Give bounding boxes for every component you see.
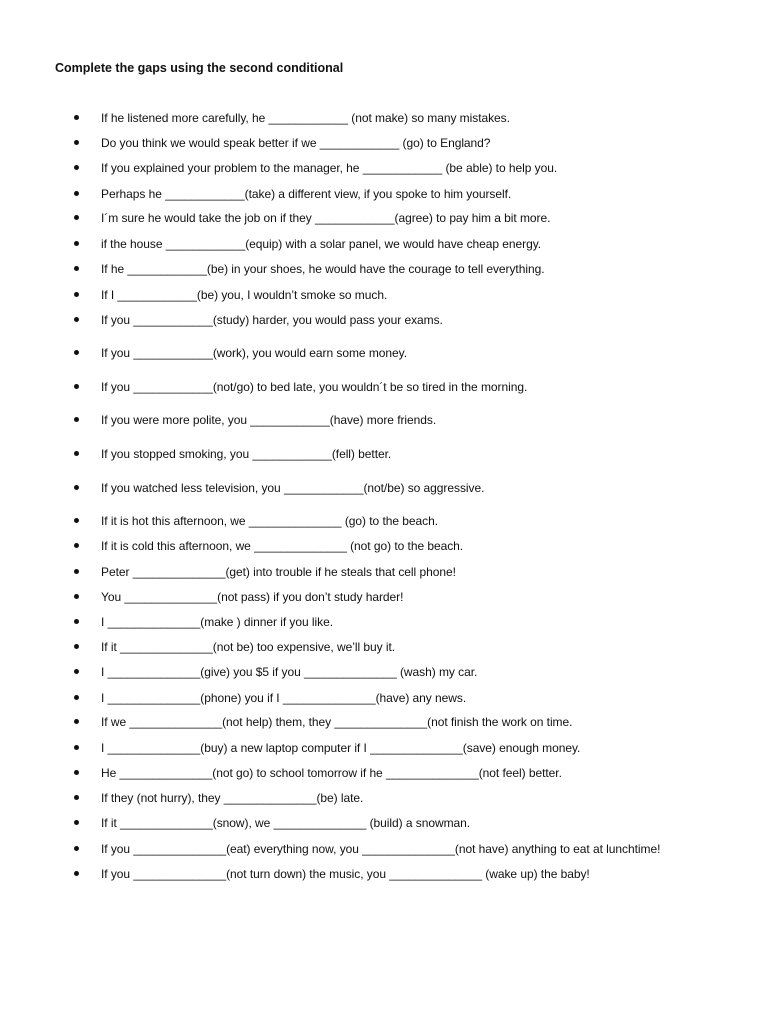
exercise-item — [0, 740, 768, 756]
bullet-icon — [74, 820, 79, 825]
worksheet-title: Complete the gaps using the second conditional — [55, 61, 344, 75]
bullet-icon — [74, 569, 79, 574]
exercise-item — [0, 261, 768, 277]
bullet-icon — [74, 165, 79, 170]
exercise-text: Do you think we would speak better if we ____________ (go) to England? — [101, 136, 491, 150]
bullet-icon — [74, 619, 79, 624]
exercise-text: If you were more polite, you ____________(have) more friends. — [101, 413, 437, 427]
exercise-item — [0, 186, 768, 202]
exercise-text: I ______________(buy) a new laptop computer if I ______________(save) enough money. — [101, 741, 581, 755]
exercise-item — [0, 790, 768, 806]
bullet-icon — [74, 518, 79, 523]
exercise-item — [0, 446, 768, 462]
bullet-icon — [74, 745, 79, 750]
bullet-icon — [74, 770, 79, 775]
exercise-text: I ______________(phone) you if I ______________(have) any news. — [101, 691, 467, 705]
exercise-item — [0, 765, 768, 781]
exercise-item — [0, 513, 768, 529]
exercise-item — [0, 345, 768, 361]
exercise-text: if the house ____________(equip) with a solar panel, we would have cheap energy. — [101, 237, 542, 251]
bullet-icon — [74, 451, 79, 456]
bullet-icon — [74, 140, 79, 145]
bullet-icon — [74, 417, 79, 422]
exercise-text: If you stopped smoking, you ____________(fell) better. — [101, 447, 392, 461]
exercise-text: I ______________(make ) dinner if you like. — [101, 615, 334, 629]
exercise-text: If he ____________(be) in your shoes, he would have the courage to tell everything. — [101, 262, 545, 276]
exercise-text: He ______________(not go) to school tomorrow if he ______________(not feel) better. — [101, 766, 562, 780]
exercise-item — [0, 866, 768, 882]
exercise-text: Peter ______________(get) into trouble if he steals that cell phone! — [101, 565, 456, 579]
bullet-icon — [74, 795, 79, 800]
exercise-item — [0, 412, 768, 428]
exercise-item — [0, 135, 768, 151]
exercise-text: If you ______________(not turn down) the music, you ______________ (wake up) the baby! — [101, 867, 590, 881]
bullet-icon — [74, 594, 79, 599]
exercise-text: If it ______________(not be) too expensive, we’ll buy it. — [101, 640, 396, 654]
exercise-text: You ______________(not pass) if you don’t study harder! — [101, 590, 404, 604]
exercise-item — [0, 480, 768, 496]
exercise-item — [0, 841, 768, 857]
exercise-text: If it is cold this afternoon, we ______________ (not go) to the beach. — [101, 539, 464, 553]
exercise-item — [0, 664, 768, 680]
exercise-text: If I ____________(be) you, I wouldn’t smoke so much. — [101, 288, 388, 302]
bullet-icon — [74, 350, 79, 355]
bullet-icon — [74, 215, 79, 220]
bullet-icon — [74, 871, 79, 876]
exercise-text: If it ______________(snow), we ______________ (build) a snowman. — [101, 816, 471, 830]
exercise-item — [0, 236, 768, 252]
exercise-text: Perhaps he ____________(take) a different view, if you spoke to him yourself. — [101, 187, 512, 201]
exercise-text: If he listened more carefully, he ____________ (not make) so many mistakes. — [101, 111, 510, 125]
exercise-text: If you ____________(work), you would earn some money. — [101, 346, 407, 360]
exercise-text: If we ______________(not help) them, they ______________(not finish the work on time. — [101, 715, 573, 729]
exercise-text: I´m sure he would take the job on if they ____________(agree) to pay him a bit more. — [101, 211, 551, 225]
exercise-text: If you ______________(eat) everything now, you ______________(not have) anything to eat at lunchtime! — [101, 842, 661, 856]
exercise-item — [0, 287, 768, 303]
exercise-item — [0, 312, 768, 328]
exercise-text: I ______________(give) you $5 if you ______________ (wash) my car. — [101, 665, 478, 679]
exercise-text: If you ____________(not/go) to bed late, you wouldn´t be so tired in the morning. — [101, 380, 528, 394]
exercise-item — [0, 690, 768, 706]
bullet-icon — [74, 317, 79, 322]
bullet-icon — [74, 241, 79, 246]
exercise-item — [0, 815, 768, 831]
bullet-icon — [74, 543, 79, 548]
bullet-icon — [74, 266, 79, 271]
exercise-item — [0, 589, 768, 605]
exercise-item — [0, 538, 768, 554]
bullet-icon — [74, 115, 79, 120]
bullet-icon — [74, 719, 79, 724]
exercise-item — [0, 160, 768, 176]
exercise-text: If you explained your problem to the manager, he ____________ (be able) to help you. — [101, 161, 558, 175]
bullet-icon — [74, 384, 79, 389]
exercise-item — [0, 614, 768, 630]
bullet-icon — [74, 669, 79, 674]
bullet-icon — [74, 485, 79, 490]
bullet-icon — [74, 846, 79, 851]
exercise-text: If you ____________(study) harder, you would pass your exams. — [101, 313, 443, 327]
exercise-item — [0, 564, 768, 580]
exercise-item — [0, 379, 768, 395]
exercise-item — [0, 714, 768, 730]
bullet-icon — [74, 695, 79, 700]
exercise-text: If it is hot this afternoon, we ______________ (go) to the beach. — [101, 514, 438, 528]
bullet-icon — [74, 292, 79, 297]
exercise-item — [0, 639, 768, 655]
bullet-icon — [74, 644, 79, 649]
bullet-icon — [74, 191, 79, 196]
exercise-text: If you watched less television, you ____________(not/be) so aggressive. — [101, 481, 485, 495]
exercise-item — [0, 110, 768, 126]
exercise-text: If they (not hurry), they ______________(be) late. — [101, 791, 364, 805]
exercise-item — [0, 210, 768, 226]
